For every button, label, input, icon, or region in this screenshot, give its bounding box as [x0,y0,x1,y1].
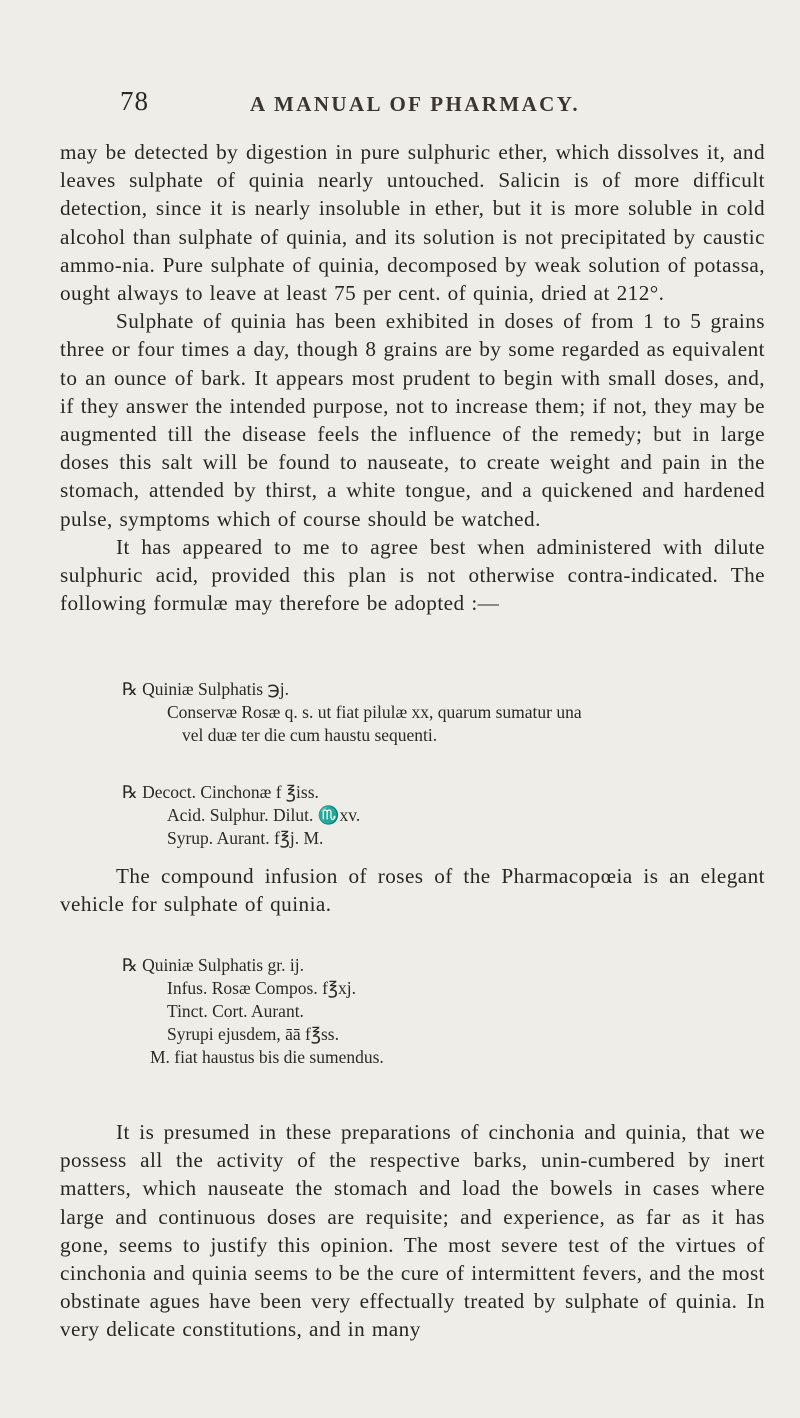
prescription-draught [82,781,742,850]
paragraph-cinchonia-quinia: It is presumed in these preparations of cinchonia and quinia, that we possess all the activity of the respective barks, unin-cumbered by inert matters, which nauseate the stomach and load the bowels in cases where large and continuous doses are requisite; and experience, as far as it has gone, seems to justify this opinion. The most severe test of the virtues of cinchonia and quinia seems to be the cure of intermittent fevers, and the most obstinate agues have been very effectually treated by sulphate of quinia. In very delicate constitutions, and in many [60,1120,765,1342]
prescription-line: Tinct. Cort. Aurant. [167,1001,304,1021]
prescription-pills [82,678,742,747]
body-text-top [60,138,765,617]
prescription-line: Conservæ Rosæ q. s. ut fiat pilulæ xx, quarum sumatur una [167,702,582,722]
prescription-infusion [82,954,742,1069]
prescription-line: ℞ Quiniæ Sulphatis ℈j. [122,679,289,699]
prescription-line: ℞ Decoct. Cinchonæ f ℥iss. [122,782,319,802]
prescription-line: M. fiat haustus bis die sumendus. [150,1047,384,1067]
running-head [120,86,760,132]
prescription-line: ℞ Quiniæ Sulphatis gr. ij. [122,955,304,975]
body-text-middle [60,862,765,918]
prescription-line: Infus. Rosæ Compos. f℥xj. [167,978,357,998]
running-title: A MANUAL OF PHARMACY. [250,92,581,116]
prescription-line: Acid. Sulphur. Dilut. ♏xv. [167,805,361,825]
paragraph-infusion-roses: The compound infusion of roses of the Pharmacopœia is an elegant vehicle for sulphate of quinia. [60,864,765,917]
prescription-line: vel duæ ter die cum haustu sequenti. [182,725,438,745]
paragraph-continued: may be detected by digestion in pure sulphuric ether, which dissolves it, and leaves sulphate of quinia nearly untouched. Salicin is of more difficult detection, since it is nearly insoluble in ether, but it is more soluble in cold alcohol than sulphate of quinia, and its solution is not precipitated by caustic ammo-nia. Pure sulphate of quinia, decomposed by weak solution of potassa, ought always to leave at least 75 per cent. of quinia, dried at 212°. [60,140,765,306]
body-text-bottom [60,1118,765,1344]
paragraph-dosage: Sulphate of quinia has been exhibited in doses of from 1 to 5 grains three or four times a day, though 8 grains are by some regarded as equivalent to an ounce of bark. It appears most prudent to begin with small doses, and, if they answer the intended purpose, not to increase them; if not, they may be augmented till the disease feels the influence of the remedy; but in large doses this salt will be found to nauseate, to create weight and pain in the stomach, attended by thirst, a white tongue, and a quickened and hardened pulse, symptoms which of course should be watched. [60,309,765,531]
page-number: 78 [120,86,149,116]
prescription-line: Syrupi ejusdem, āā f℥ss. [167,1024,339,1044]
paragraph-formulae-intro: It has appeared to me to agree best when administered with dilute sulphuric acid, provided this plan is not otherwise contra-indicated. The following formulæ may therefore be adopted :— [60,534,765,616]
prescription-line: Syrup. Aurant. f℥j. M. [167,828,324,848]
